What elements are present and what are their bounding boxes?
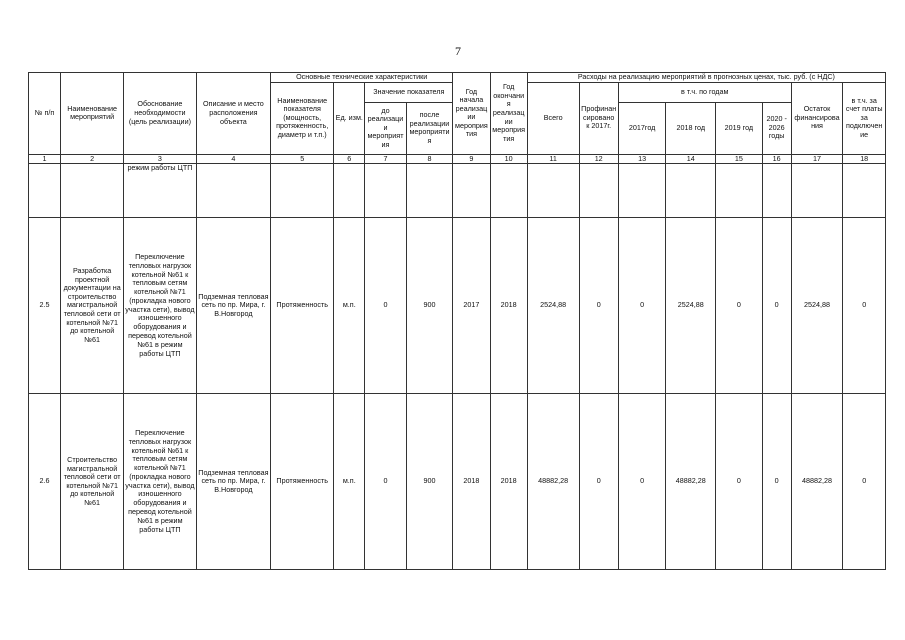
unit: м.п.: [334, 394, 365, 570]
column-number: 9: [453, 154, 490, 164]
header-y2018: 2018 год: [666, 102, 716, 154]
column-number: 5: [271, 154, 334, 164]
column-number: 17: [791, 154, 843, 164]
event-name: Строительство магистральной тепловой сети от котельной №71 до котельной №61: [61, 394, 124, 570]
year-2017: 0: [618, 218, 666, 394]
column-number: 1: [29, 154, 61, 164]
connection-fee: 0: [843, 394, 886, 570]
header-before: до реализации мероприятия: [365, 102, 406, 154]
justification: Переключение тепловых нагрузок котельной №61 к тепловым сетям котельной №71 (прокладка нового участка сети), вывод изношенного оборудования и перевод котельной №61 в режим работы ЦТП: [124, 394, 196, 570]
investment-table: [28, 72, 886, 570]
value-before: 0: [365, 218, 406, 394]
header-indicator-name: Наименование показателя (мощность, протяженность, диаметр и т.п.): [271, 82, 334, 154]
header-unit: Ед. изм.: [334, 82, 365, 154]
header-year-end: Год окончания реализации мероприятия: [490, 73, 527, 155]
column-number: 7: [365, 154, 406, 164]
header-expenses: Расходы на реализацию мероприятий в прогнозных ценах, тыс. руб. (с НДС): [527, 73, 885, 83]
indicator-name: Протяженность: [271, 394, 334, 570]
column-number: 3: [124, 154, 196, 164]
column-number: 16: [762, 154, 791, 164]
header-y2019: 2019 год: [716, 102, 763, 154]
event-name: Разработка проектной документации на строительство магистральной тепловой сети от котельной №71 до котельной №61: [61, 218, 124, 394]
column-number: 12: [579, 154, 618, 164]
object-description: Подземная тепловая сеть по пр. Мира, г. В.Новгород: [196, 218, 271, 394]
table-row: [29, 218, 886, 394]
column-number: 8: [406, 154, 453, 164]
year-2020-2026: 0: [762, 394, 791, 570]
financed: 0: [579, 394, 618, 570]
total: 2524,88: [527, 218, 579, 394]
header-event-name: Наименование мероприятий: [61, 73, 124, 155]
header-no: № п/п: [29, 73, 61, 155]
financed: 0: [579, 218, 618, 394]
year-end: 2018: [490, 394, 527, 570]
header-connection-fee: в т.ч. за счет платы за подключение: [843, 82, 886, 154]
table-row: [29, 394, 886, 570]
remaining: 2524,88: [791, 218, 843, 394]
row-number: 2.5: [29, 218, 61, 394]
value-after: 900: [406, 218, 453, 394]
column-number: 10: [490, 154, 527, 164]
year-2017: 0: [618, 394, 666, 570]
year-2019: 0: [716, 218, 763, 394]
year-2019: 0: [716, 394, 763, 570]
column-number: 2: [61, 154, 124, 164]
row-number: 2.6: [29, 394, 61, 570]
header-total: Всего: [527, 82, 579, 154]
column-number: 15: [716, 154, 763, 164]
header-year-start: Год начала реализации мероприятия: [453, 73, 490, 155]
page-number: 7: [455, 44, 461, 58]
value-after: 900: [406, 394, 453, 570]
year-2018: 48882,28: [666, 394, 716, 570]
continuation-text: режим работы ЦТП: [124, 164, 196, 218]
header-y2017: 2017год: [618, 102, 666, 154]
header-main-characteristics: Основные технические характеристики: [271, 73, 453, 83]
column-number: 6: [334, 154, 365, 164]
justification: Переключение тепловых нагрузок котельной №61 к тепловым сетям котельной №71 (прокладка нового участка сети), вывод изношенного оборудования и перевод котельной №61 в режим работы ЦТП: [124, 218, 196, 394]
column-number: 18: [843, 154, 886, 164]
header-y2020-2026: 2020 - 2026 годы: [762, 102, 791, 154]
column-number: 4: [196, 154, 271, 164]
column-number: 11: [527, 154, 579, 164]
header-by-years: в т.ч. по годам: [618, 82, 791, 102]
column-number: 13: [618, 154, 666, 164]
header-justification: Обоснование необходимости (цель реализации): [124, 73, 196, 155]
header-financed: Профинансировано к 2017г.: [579, 82, 618, 154]
year-2020-2026: 0: [762, 218, 791, 394]
unit: м.п.: [334, 218, 365, 394]
indicator-name: Протяженность: [271, 218, 334, 394]
continuation-row: [29, 164, 886, 218]
header-indicator-value: Значение показателя: [365, 82, 453, 102]
remaining: 48882,28: [791, 394, 843, 570]
year-2018: 2524,88: [666, 218, 716, 394]
header-after: после реализации мероприятия: [406, 102, 453, 154]
total: 48882,28: [527, 394, 579, 570]
value-before: 0: [365, 394, 406, 570]
connection-fee: 0: [843, 218, 886, 394]
header-remaining: Остаток финансирования: [791, 82, 843, 154]
object-description: Подземная тепловая сеть по пр. Мира, г. В.Новгород: [196, 394, 271, 570]
year-end: 2018: [490, 218, 527, 394]
header-description: Описание и место расположения объекта: [196, 73, 271, 155]
year-start: 2017: [453, 218, 490, 394]
year-start: 2018: [453, 394, 490, 570]
column-number: 14: [666, 154, 716, 164]
